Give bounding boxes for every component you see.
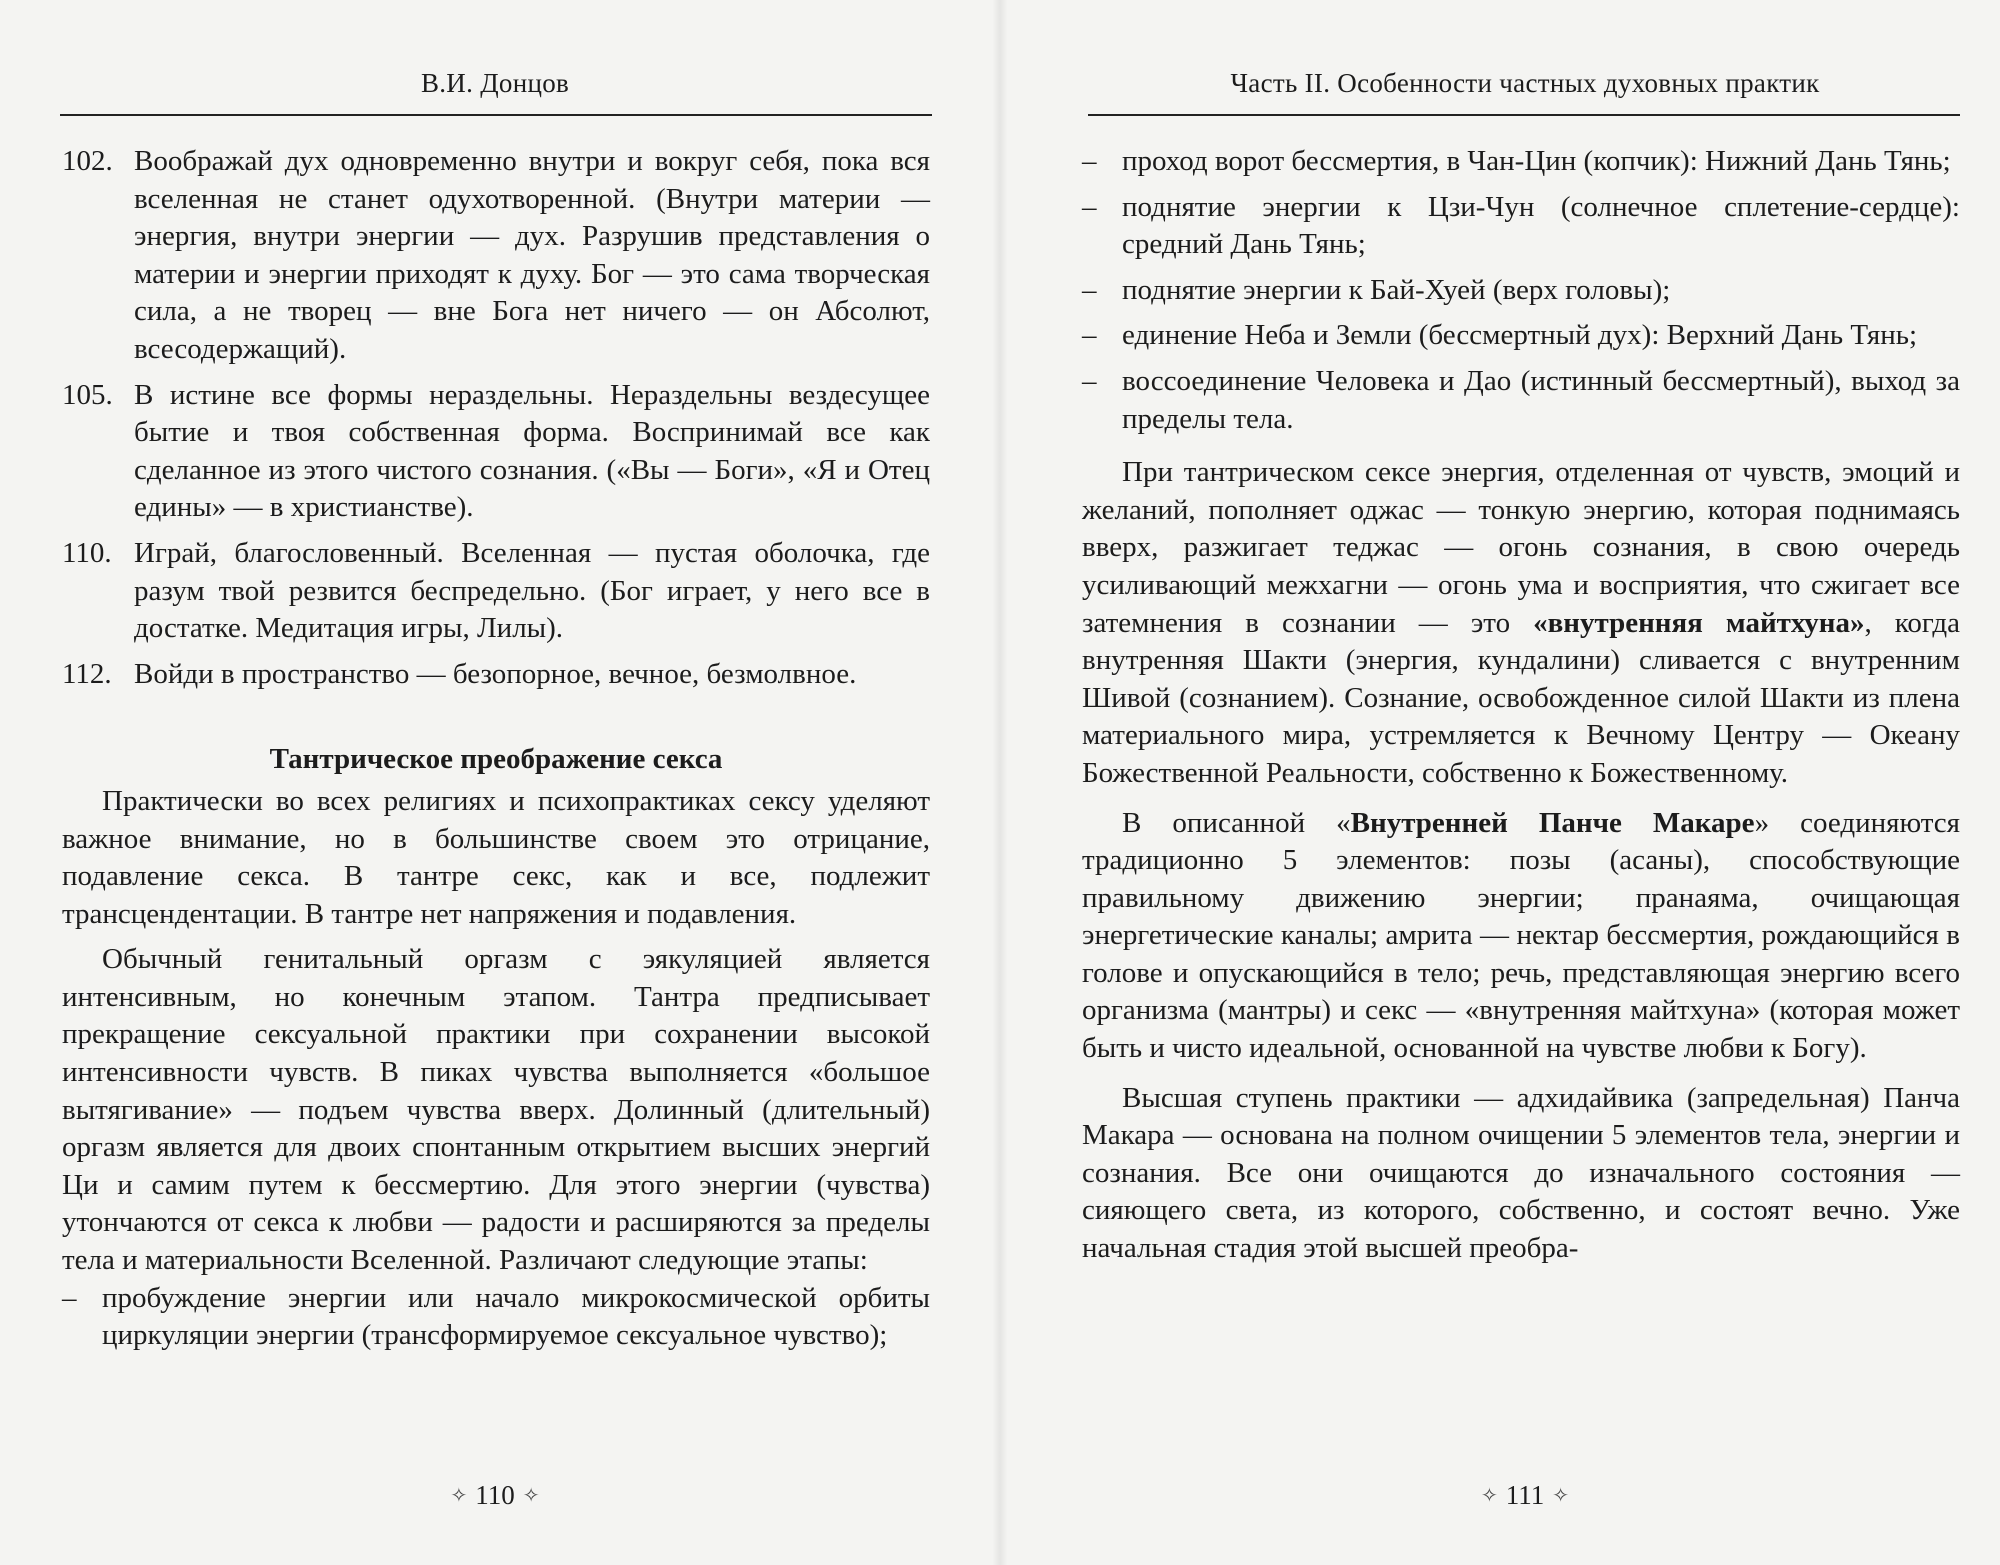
left-running-head: В.И. Донцов <box>420 68 570 98</box>
numbered-item <box>62 377 930 527</box>
numbered-item <box>62 656 930 694</box>
stage-text: единение Неба и Земли (бессмертный дух): Верхний Дань Тянь; <box>1122 319 1918 352</box>
body-paragraph <box>1082 454 1960 792</box>
numbered-item <box>62 535 930 648</box>
dash-bullet: – <box>1082 319 1097 352</box>
left-page-content <box>62 143 930 1363</box>
item-text: Играй, благословенный. Вселенная — пустая оболочка, где разум твой резвится беспредельно. (Бог играет, у него все в достатке. Медитация игры, Лилы). <box>134 536 930 645</box>
body-paragraph: Обычный генитальный оргазм с эякуляцией является интенсивным, но конечным этапом. Тантра предписывает прекращение сексуальной практики при сохранении высокой интенсивности чувств. В пиках чувства выполняется «большое вытягивание» — подъем чувства вверх. Долинный (длительный) оргазм является для двоих спонтанным открытием высших энергий Ци и самим путем к бессмертию. Для этого энергии (чувства) утончаются от секса к любви — радости и расширяются за пределы тела и материальности Вселенной. Различают следующие этапы: <box>62 943 930 1277</box>
body-paragraph <box>1082 805 1960 1068</box>
stage-list-item <box>1082 363 1960 438</box>
ornament-icon: ✧ <box>450 1485 468 1507</box>
item-text: Воображай дух одновременно внутри и вокруг себя, пока вся вселенная не станет одухотворенной. (Внутри материи — энергия, внутри энергии — дух. Разрушив представления о материи и энергии приходят к духу. Бог — это сама творческая сила, а не творец — вне Бога нет ничего — он Абсолют, всесодержащий). <box>134 145 930 365</box>
paragraph-text: В описанной « <box>1122 806 1351 839</box>
dash-bullet: – <box>1082 190 1097 223</box>
ornament-icon: ✧ <box>522 1485 540 1507</box>
dash-bullet: – <box>1082 364 1097 397</box>
stage-text: пробуждение энергии или начало микрокосмической орбиты циркуляции энергии (трансформируемое сексуальное чувство); <box>102 1281 930 1352</box>
right-page-number <box>1090 1480 1960 1511</box>
right-running-head: Часть II. Особенности частных духовных практик <box>1230 68 1820 98</box>
dash-bullet: – <box>1082 145 1097 177</box>
paragraph-text: » соединяются традиционно 5 элементов: позы (асаны), способствующие правильному движению энергии; пранаяма, очищающая энергетические каналы; амрита — нектар бессмертия, рождающийся в голове и опускающийся в тело; речь, представляющая энергию всего организма (мантры) и секс — «внутренняя майтхуна» (которая может быть и чисто идеальной, основанной на чувстве любви к Богу). <box>1082 806 1960 1065</box>
section-heading: Тантрическое преображение секса <box>269 743 723 776</box>
right-header-rule <box>1088 114 1960 116</box>
stage-text: поднятие энергии к Бай-Хуей (верх головы); <box>1122 273 1671 306</box>
body-paragraph: Высшая ступень практики — адхидайвика (запредельная) Панча Макара — основана на полном очищении 5 элементов тела, энергии и сознания. Все они очищаются до изначального состояния — сияющего света, из которого, собственно, и состоят вечно. Уже начальная стадия этой высшей преобра- <box>1082 1081 1960 1265</box>
numbered-item <box>62 143 930 369</box>
left-page-number <box>60 1480 930 1511</box>
dash-bullet: – <box>1082 273 1097 306</box>
dash-bullet: – <box>62 1281 77 1314</box>
stage-text: воссоединение Человека и Дао (истинный бессмертный), выход за пределы тела. <box>1122 364 1960 435</box>
stage-list-item <box>62 1280 930 1355</box>
bold-term: Внутренней Панче Макаре <box>1350 806 1755 839</box>
page-number: 111 <box>1505 1480 1545 1510</box>
item-number: 110. <box>62 536 112 569</box>
body-paragraph: Практически во всех религиях и психопрактиках сексу уделяют важное внимание, но в большинстве своем это отрицание, подавление секса. В тантре секс, как и все, подлежит трансцендентации. В тантре нет напряжения и подавления. <box>62 784 930 930</box>
ornament-icon: ✧ <box>1480 1485 1498 1507</box>
stage-text: поднятие энергии к Цзи-Чун (солнечное сплетение-сердце): средний Дань Тянь; <box>1122 190 1960 261</box>
left-header-rule <box>60 114 932 116</box>
right-page <box>1000 0 2000 1565</box>
stage-list-item <box>1082 143 1960 181</box>
bold-term: «внутренняя майтхуна» <box>1533 606 1865 639</box>
ornament-icon: ✧ <box>1552 1485 1570 1507</box>
paragraph-text: , когда внутренняя Шакти (энергия, кундалини) сливается с внутренним Шивой (сознанием). Сознание, освобожденное силой Шакти из плена материального мира, устремляется к Вечному Центру — Океану Божественной Реальности, собственно к Божественному. <box>1082 606 1961 789</box>
stage-text: проход ворот бессмертия, в Чан-Цин (копчик): Нижний Дань Тянь; <box>1122 145 1951 177</box>
page-number: 110 <box>475 1480 515 1510</box>
stage-list-item <box>1082 317 1960 355</box>
paragraph-text: При тантрическом сексе энергия, отделенная от чувств, эмоций и желаний, пополняет оджас — тонкую энергию, которая поднимаясь вверх, разжигает теджас — огонь сознания, в свою очередь усиливающий межхагни — огонь ума и восприятия, что сжигает все затемнения в сознании — это <box>1082 456 1960 639</box>
stage-list-item <box>1082 189 1960 264</box>
item-text: В истине все формы нераздельны. Нераздельны вездесущее бытие и твоя собственная форма. Воспринимай все как сделанное из этого чистого сознания. («Вы — Боги», «Я и Отец едины» — в христианстве). <box>134 378 930 524</box>
item-text: Войди в пространство — безопорное, вечное, безмолвное. <box>134 657 857 690</box>
item-number: 112. <box>62 657 112 690</box>
item-number: 105. <box>62 378 113 411</box>
item-number: 102. <box>62 145 113 177</box>
right-page-content <box>1082 143 1960 1268</box>
stage-list-item <box>1082 272 1960 310</box>
